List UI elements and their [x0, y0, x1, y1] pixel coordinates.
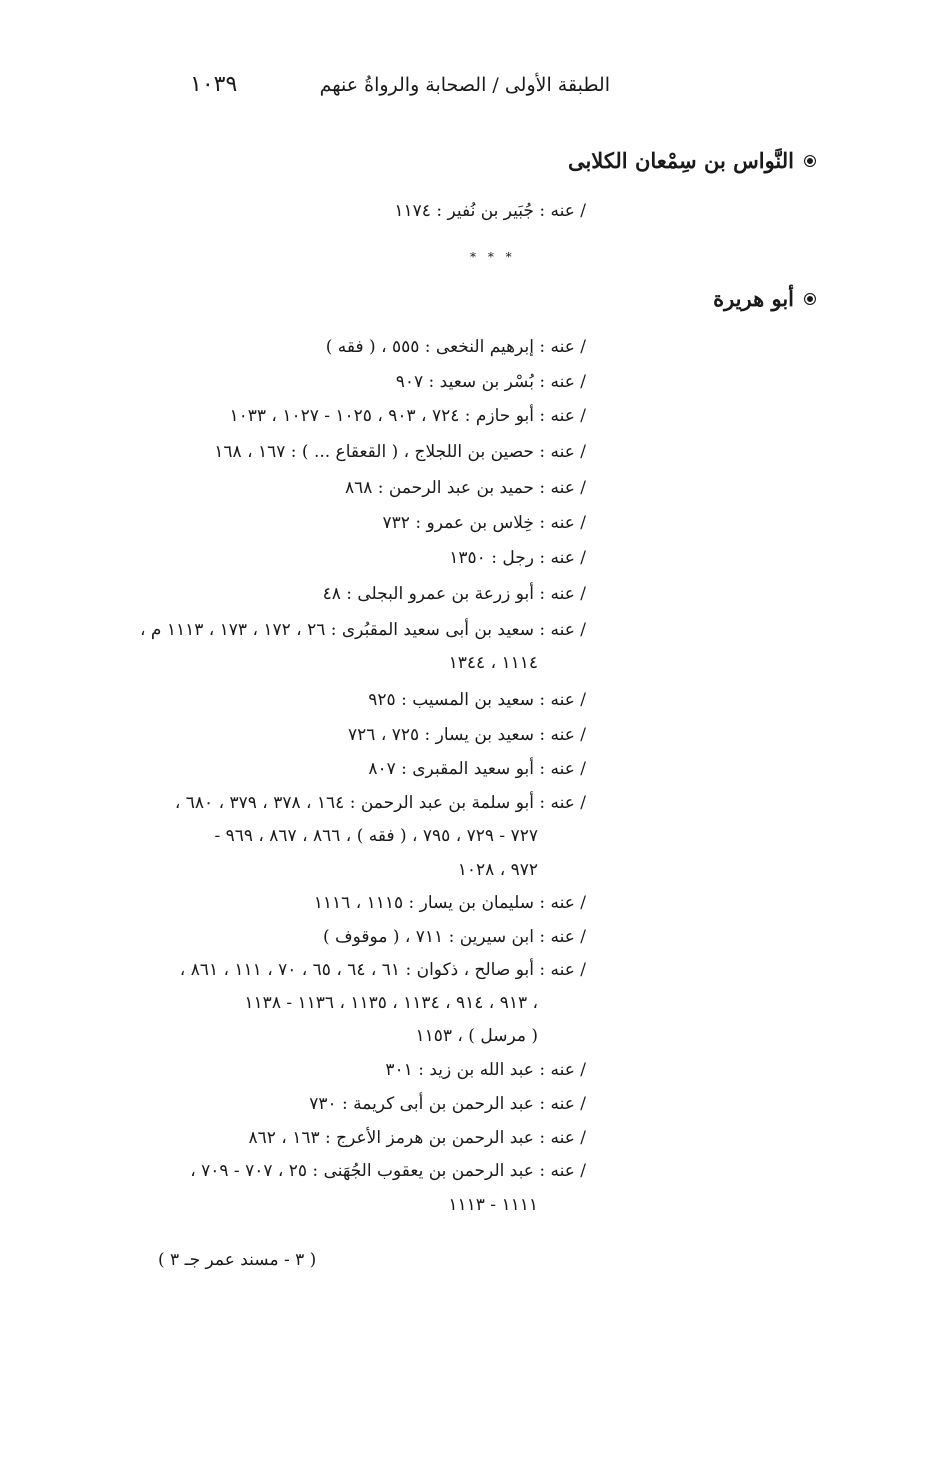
page-number: ١٠٣٩: [190, 72, 238, 97]
narrator-entry: / عنه : أبو سعيد المقبرى : ٨٠٧: [368, 759, 586, 779]
narrator-entry: / عنه : عبد الرحمن بن أبى كريمة : ٧٣٠: [309, 1094, 586, 1114]
narrator-entry: / عنه : حميد بن عبد الرحمن : ٨٦٨: [344, 478, 586, 498]
narrator-entry: / عنه : سعيد بن أبى سعيد المقبُرى : ٢٦ ، ١٧٢ ، ١٧٣ ، ١١١٣ م ،: [140, 620, 586, 640]
narrator-entry: / عنه : إبرهيم النخعى : ٥٥٥ ، ( فقه ): [325, 337, 586, 357]
section-heading-text: النَّواس بن سِمْعان الكلابى: [567, 148, 794, 173]
narrator-entry: / عنه : بُسْر بن سعيد : ٩٠٧: [395, 372, 586, 392]
narrator-entry: / عنه : جُبَير بن نُفير : ١١٧٤: [394, 201, 586, 221]
bullet-icon: [804, 155, 816, 167]
narrator-entry: / عنه : سعيد بن المسيب : ٩٢٥: [368, 690, 586, 710]
narrator-entry-continuation: ٩١٣ ، ٩١٤ ، ١١٣٤ ، ١١٣٥ ، ١١٣٦ - ١١٣٨ ،: [244, 993, 538, 1013]
narrator-entry: / عنه : عبد الرحمن بن هرمز الأعرج : ١٦٣ ، ٨٦٢: [248, 1128, 586, 1148]
narrator-entry: / عنه : أبو حازم : ٧٢٤ ، ٩٠٣ ، ١٠٢٥ - ١٠٢٧ ، ١٠٣٣: [229, 406, 586, 426]
narrator-entry-continuation: ١١١١ - ١١١٣: [448, 1195, 538, 1215]
narrator-entry-continuation: ٧٢٧ - ٧٢٩ ، ٧٩٥ ، ( فقه ) ، ٨٦٦ ، ٨٦٧ ، ٩٦٩ -: [214, 826, 538, 846]
narrator-entry: / عنه : عبد الرحمن بن يعقوب الجُهَنى : ٢٥ ، ٧٠٧ - ٧٠٩ ،: [190, 1161, 586, 1181]
narrator-entry-continuation: ( مرسل ) ، ١١٥٣: [415, 1026, 538, 1046]
section-heading-abu-hurayra: [713, 286, 816, 311]
narrator-entry-continuation: ٩٧٢ ، ١٠٢٨: [457, 860, 538, 880]
narrator-entry: / عنه : حصين بن اللجلاج ، ( القعقاع ... ) : ١٦٧ ، ١٦٨: [214, 442, 586, 462]
narrator-entry: / عنه : سليمان بن يسار : ١١١٥ ، ١١١٦: [313, 893, 586, 913]
narrator-entry: / عنه : سعيد بن يسار : ٧٢٥ ، ٧٢٦: [348, 725, 586, 745]
footer-note: ( ٣ - مسند عمر جـ ٣ ): [158, 1250, 317, 1270]
bullet-icon: [804, 293, 816, 305]
section-heading-text: أبو هريرة: [713, 286, 794, 311]
section-heading-nawwas: [568, 148, 816, 173]
narrator-entry: / عنه : أبو صالح ، ذكوان : ٦١ ، ٦٤ ، ٦٥ ، ٧٠ ، ١١١ ، ٨٦١ ،: [179, 960, 586, 980]
narrator-entry: / عنه : خِلاس بن عمرو : ٧٣٢: [382, 513, 586, 533]
narrator-entry-continuation: ١١١٤ ، ١٣٤٤: [448, 653, 538, 673]
narrator-entry: / عنه : رجل : ١٣٥٠: [449, 548, 586, 568]
running-header: الطبقة الأولى / الصحابة والرواةُ عنهم: [319, 74, 610, 96]
section-separator: * * *: [470, 250, 516, 264]
narrator-entry: / عنه : أبو سلمة بن عبد الرحمن : ١٦٤ ، ٣٧٨ ، ٣٧٩ ، ٦٨٠ ،: [174, 793, 586, 813]
narrator-entry: / عنه : ابن سيرين : ٧١١ ، ( موقوف ): [322, 927, 586, 947]
narrator-entry: / عنه : عبد الله بن زيد : ٣٠١: [385, 1060, 586, 1080]
narrator-entry: / عنه : أبو زرعة بن عمرو البجلى : ٤٨: [322, 584, 586, 604]
